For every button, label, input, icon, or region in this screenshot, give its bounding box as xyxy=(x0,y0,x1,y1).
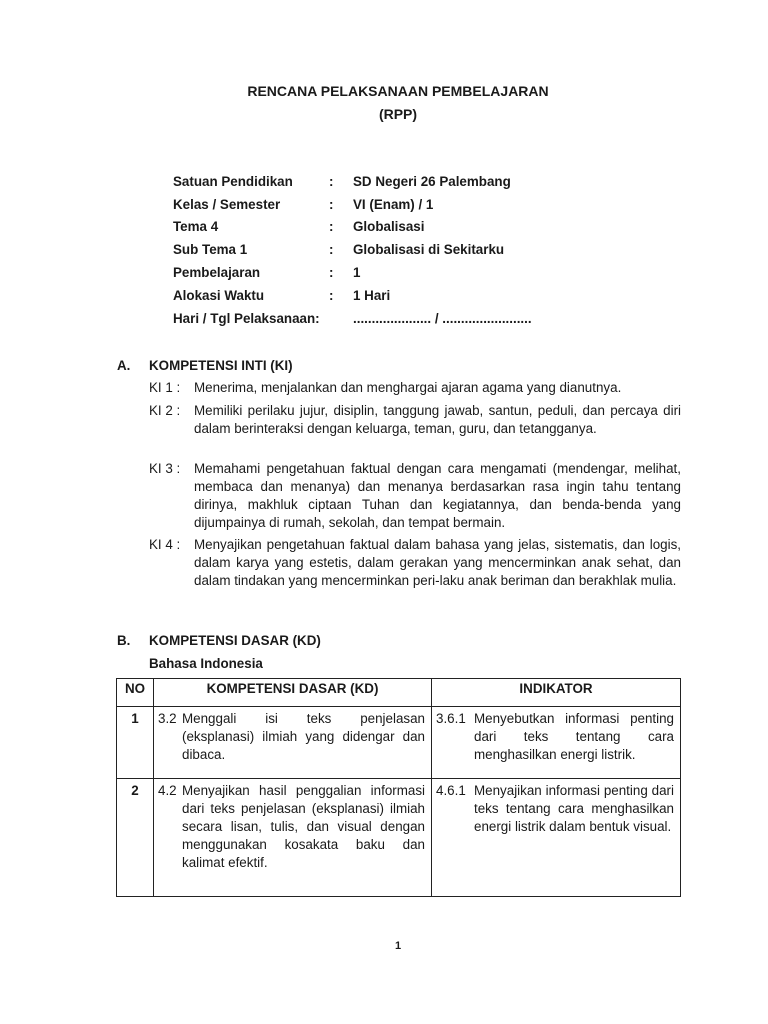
header-indikator: INDIKATOR xyxy=(432,679,681,707)
section-title: KOMPETENSI INTI (KI) xyxy=(149,358,293,373)
ki-text: Menerima, menjalankan dan menghargai ajaran agama yang dianutnya. xyxy=(194,380,622,395)
identity-label: Kelas / Semester xyxy=(173,197,281,212)
header-kd: KOMPETENSI DASAR (KD) xyxy=(154,679,432,707)
ki-code: KI 1 : xyxy=(149,380,181,395)
kd-table xyxy=(116,678,681,897)
identity-value: 1 xyxy=(353,265,361,280)
header-no: NO xyxy=(117,679,154,707)
indicator-code: 4.6.1 xyxy=(436,783,466,798)
table-row xyxy=(117,707,681,779)
identity-colon: : xyxy=(329,174,334,189)
indicator-text: Menyajikan informasi penting dari teks tentang cara menghasilkan energi listrik dalam bentuk visual. xyxy=(474,783,674,834)
ki-item-3 xyxy=(149,460,681,532)
indicator-code: 3.6.1 xyxy=(436,711,466,726)
identity-colon: : xyxy=(329,288,334,303)
row-number: 1 xyxy=(117,707,154,779)
identity-label: Sub Tema 1 xyxy=(173,242,248,257)
kd-text: Menggali isi teks penjelasan (eksplanasi) ilmiah yang didengar dan dibaca. xyxy=(182,711,425,762)
ki-item-4 xyxy=(149,536,681,590)
row-number: 2 xyxy=(117,779,154,897)
document-subtitle: (RPP) xyxy=(378,106,418,122)
subject-heading: Bahasa Indonesia xyxy=(149,656,263,671)
identity-value: VI (Enam) / 1 xyxy=(353,197,434,212)
identity-label: Hari / Tgl Pelaksanaan: xyxy=(173,311,320,326)
table-row xyxy=(117,779,681,897)
identity-value: 1 Hari xyxy=(353,288,391,303)
identity-value: Globalisasi xyxy=(353,219,425,234)
kd-cell xyxy=(154,779,432,897)
ki-text: Memahami pengetahuan faktual dengan cara mengamati (mendengar, melihat, membaca dan menanya) dan menanya berdasarkan rasa ingin tahu tentang dirinya, makhluk ciptaan Tuhan dan kegiatannya, dan benda-benda yang dijumpainya di rumah, sekolah, dan tempat bermain. xyxy=(194,461,681,530)
identity-colon: : xyxy=(329,197,334,212)
table-header-row xyxy=(117,679,681,707)
kd-cell xyxy=(154,707,432,779)
identity-label: Satuan Pendidikan xyxy=(173,174,293,189)
indicator-text: Menyebutkan informasi penting dari teks tentang cara menghasilkan energi listrik. xyxy=(474,711,674,762)
ki-code: KI 4 : xyxy=(149,537,181,552)
ki-code: KI 2 : xyxy=(149,403,181,418)
section-letter: B. xyxy=(117,633,131,648)
kd-text: Menyajikan hasil penggalian informasi dari teks penjelasan (eksplanasi) ilmiah secara lisan, tulis, dan visual dengan menggunakan kosakata baku dan kalimat efektif. xyxy=(182,783,425,870)
page-number: 1 xyxy=(394,940,402,952)
ki-item-2 xyxy=(149,402,681,438)
identity-value: Globalisasi di Sekitarku xyxy=(353,242,505,257)
document-title: RENCANA PELAKSANAAN PEMBELAJARAN xyxy=(247,83,549,99)
identity-value: SD Negeri 26 Palembang xyxy=(353,174,511,189)
section-letter: A. xyxy=(117,358,131,373)
kd-code: 4.2 xyxy=(158,783,177,798)
kd-code: 3.2 xyxy=(158,711,177,726)
ki-item-1 xyxy=(149,379,681,397)
ki-text: Menyajikan pengetahuan faktual dalam bahasa yang jelas, sistematis, dan logis, dalam karya yang estetis, dalam gerakan yang mencerminkan anak sehat, dan dalam tindakan yang mencerminkan peri-laku anak beriman dan berakhlak mulia. xyxy=(194,537,681,588)
section-title: KOMPETENSI DASAR (KD) xyxy=(149,633,321,648)
identity-colon: : xyxy=(329,265,334,280)
identity-colon: : xyxy=(329,242,334,257)
identity-colon: : xyxy=(329,219,334,234)
indicator-cell xyxy=(432,707,681,779)
identity-value: ..................... / ........................ xyxy=(353,311,532,326)
ki-text: Memiliki perilaku jujur, disiplin, tanggung jawab, santun, peduli, dan percaya diri dalam berinteraksi dengan keluarga, teman, guru, dan tetangganya. xyxy=(194,403,681,436)
identity-label: Pembelajaran xyxy=(173,265,261,280)
identity-label: Tema 4 xyxy=(173,219,219,234)
identity-label: Alokasi Waktu xyxy=(173,288,265,303)
ki-code: KI 3 : xyxy=(149,461,181,476)
indicator-cell xyxy=(432,779,681,897)
